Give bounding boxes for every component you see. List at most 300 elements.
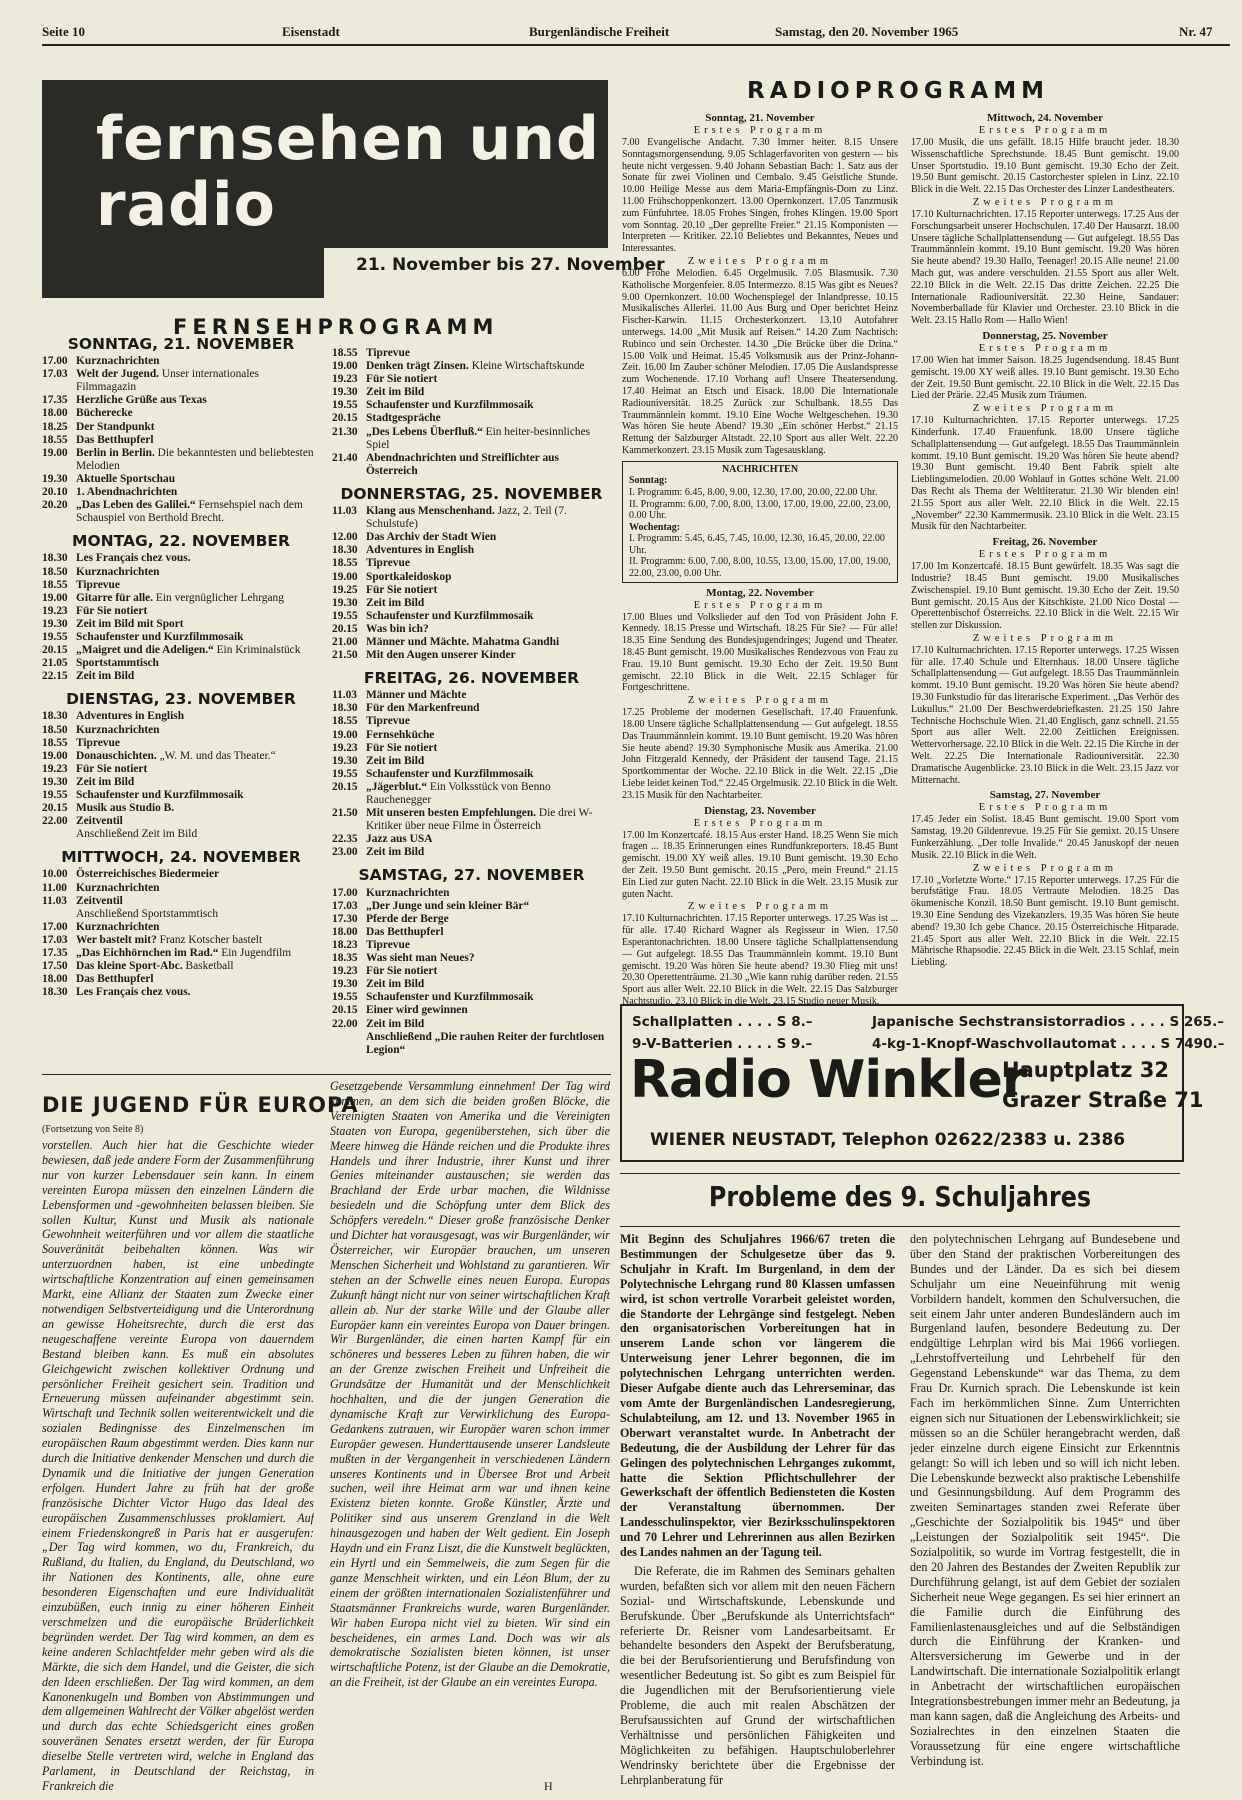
program-title [366,360,611,373]
hero-date-range: 21. November bis 27. November [356,255,665,275]
program-title [366,452,611,478]
program-time: 22.00 [42,815,68,828]
program-time: 21.50 [332,649,358,662]
ad-address-1: Hauptplatz 32 [1002,1058,1169,1082]
program-description: Die drei W-Kritiker über neue Filme in Österreich [366,807,593,833]
program-time: 17.00 [332,886,358,899]
news-times-line: I. Programm: 5.45, 6.45, 7.45, 10.00, 12.30, 16.45, 20.00, 22.00 Uhr. [629,533,885,556]
program-time: 17.03 [332,899,358,912]
program-title [366,1004,611,1017]
program-title-bold: Für Sie notiert [366,373,438,386]
program-time: 17.00 [42,920,68,933]
article-schule-lead: Mit Beginn des Schuljahres 1966/67 treten die Bestimmungen der Schulgesetze über das 9. Schuljahr in Kraft. Im Burgenland, in dem der Polytechnische Lehrgang rund 80 Klassen umfassen wird, ist schon vertrolle Vorarbeit geleistet worden, die Standorte der Lehrgänge sind festgelegt. Neben den organisatorischen Vorbereitungen hat in unserem Lande schon vor längerem die Unterweisung jener Lehrer begonnen, die im polytechnischen Lehrgang unterrichten werden. Dieser Aufgabe diente auch das Lehrerseminar, das vom Amte der Burgenländischen Landesregierung, Schulabteilung, am 12. und 13. November 1965 in Oberwart veranstaltet wurde. In Anbetracht der Bedeutung, die der Ausbildung der Lehrer für das Gelingen des polytechnischen Lehrganges zukommt, hatte die Sektion Pflichtschullehrer der Gewerkschaft der öffentlich Bediensteten die Kosten der Veranstaltung übernommen. Der Landesschulinspektor, vier Bezirksschulinspektoren und 70 Lehrer und Lehrerinnen aus allen Bezirken des Landes nahmen an der Tagung teil. [620,1232,895,1560]
tv-program-row [332,965,611,978]
program-title-bold: Denken trägt Zinsen. [366,360,469,373]
program-description: Ein Jugendfilm [218,947,292,960]
tv-program-row [42,921,320,934]
tv-program-row [42,631,320,644]
program-title [76,828,320,841]
program-description: Unser internationales Filmmagazin [76,368,259,394]
program-time [332,1031,366,1057]
program-title [366,373,611,386]
article-europa-col2: Gesetzgebende Versammlung einnehmen! Der Tag wird kommen, an dem sich die beiden großen Blöcke, die Vereinigten Staaten von Amerika und die Vereinigten Staaten von Europa, gegenüberstehen, sich über die Meere hinweg die Hände reichen und die Produkte ihres Handels und ihrer Industrie, ihrer Kunst und ihrer Genies miteinander austauschen; sie werden das Brachland der Erde urbar machen, die Wildnisse besiedeln und die Schöpfung unter dem Blick des Schöpfers veredeln.“ Dieser große französische Denker und Dichter hat vorausgesagt, was wir Burgenländer, wir Österreicher, wir Europäer brauchen, um unseren Menschen Sicherheit und Wohlstand zu garantieren. Wir stehen an der Schwelle eines neuen Europa. Europas Zukunft hängt nicht nur von seiner wirtschaftlichen Kraft allein ab. Nur der starke Wille und der Glaube aller Europäer kann ein vereintes Europa von Dauer bringen. Wir Burgenländer, die einen harten Kampf für ein schöneres und besseres Leben zu führen haben, die wir an der Grenze zwischen Freiheit und Unfreiheit die Grundsätze der Humanität und der Menschlichkeit hochhalten, und die der jungen Generation die dynamische Kraft zur Verwirklichung des Europa-Gedankens zutrauen, wir Europäer waren schon immer Europäer gewesen. Hunderttausende unserer Landsleute mußten in der Vergangenheit in verschiedenen Ländern unseres Kontinents und in Übersee Brot und Arbeit suchen, weil ihre Heimat arm war und ihnen keine Existenz bieten konnte. Große Künstler, Ärzte und Politiker sind aus unserem Grenzland in die Welt hinausgezogen und haben der Welt gedient. Ein Joseph Haydn und ein Franz Liszt, die die Kunstwelt beglückten, ein Hyrtl und ein Semmelweis, die zum Segen für die ganze Menschheit wirkten, und ein Léon Blum, der zu einem der größten internationalen Sozialistenführer und Staatsmänner Frankreichs wurde, waren Burgenländer. Wir haben Europa nicht viel zu bieten. Wir sind ein bescheidenes, ein armes Land. Doch was wir als demokratische Sozialisten bieten können, ist unser wirtschaftliche Potenz, ist der Glaube an die Demokratie, an die Freiheit, ist der Glaube an ein vereintes Europa. [330,1079,610,1690]
tv-program-row [332,807,611,833]
program-time: 17.03 [42,933,68,946]
program-title [76,407,320,420]
program-title-bold: „Jägerblut.“ [366,780,428,793]
program-description: Kleine Wirtschaftskunde [468,360,585,373]
ad-item-records: Schallplatten . . . . S 8.– [632,1014,813,1030]
tv-program-row [42,355,320,368]
program-title-bold: Sportkaleidoskop [366,570,452,583]
tv-program-row [332,729,611,742]
program-title [366,347,611,360]
news-times-line: II. Programm: 6.00, 7.00, 8.00, 13.00, 17.00, 19.00, 22.00, 23.00, 0.00 Uhr. [629,498,891,522]
tv-program-row [332,952,611,965]
program-title-bold: Kurznachrichten [366,886,450,899]
program-title-bold: Kurznachrichten [76,355,160,368]
program-title [76,644,320,657]
tv-program-row [332,399,611,412]
program-time: 18.00 [332,925,358,938]
program-time: 18.00 [42,407,68,420]
tv-program-row [332,544,611,557]
program-time [42,828,76,841]
tv-program-row [332,623,611,636]
program-title-bold: Kurznachrichten [76,881,160,894]
program-title-bold: Musik aus Studio B. [76,802,175,815]
program-title-bold: Tiprevue [366,557,410,570]
program-time: 11.03 [42,894,67,907]
program-time: 17.35 [42,947,68,960]
ad-brand: Radio Winkler [630,1050,1027,1110]
radio-program-text: 6.00 Frohe Melodien. 6.45 Orgelmusik. 7.05 Blasmusik. 7.30 Katholische Morgenfeier. 8.05 Intermezzo. 8.15 Was gibt es Neues? 9.00 Opernkonzert. 10.00 Wochenspiegel der Inlandpresse. 10.15 Musikalisches Allerlei. 11.00 Aus Burg und Oper berichtet Heinz Fischer-Karwin. 11.15 Orchesterkonzert. 13.10 Autofahrer unterwegs. 14.00 „Mit Musik auf Reisen.“ 14.20 Zum Nachtisch: Rubinco und sein Orchester. 14.30 „Die Brücke über die Drina.“ 15.00 Volk und Heimat. 15.45 Volksmusik aus der Prinz-Johann-Zeit. 16.00 Im Zauber schöner Melodien. 17.05 Die Auslandspresse zum Wochenende. 17.10 Vorhang auf! Unsere Theatersendung. 17.40 Heimat an Etsch und Eisack. 18.00 Die Internationale Radiouniversität. 18.25 Zurück zur Schulbank. 18.55 Das Traummännlein kommt. 19.10 Eine Woche Weltgeschehen. 19.30 Was hören Sie heute Abend? 19.30 „Ein schöner Herbst.“ 21.15 Rettung der Salzburger Altstadt. 22.10 Sport aus aller Welt. 22.20 Kammerkonzert. 23.15 Musik zum Tagesausklang. [622,267,898,456]
program-description: Ein Kriminalstück [213,644,301,657]
program-title-bold: Herzliche Grüße aus Texas [76,394,207,407]
program-time: 22.15 [42,670,68,683]
program-title-bold: Schaufenster und Kurzfilmmosaik [366,991,534,1004]
program-time: 19.00 [42,749,68,762]
tv-program-row [42,737,320,750]
program-title-bold: Berlin in Berlin. [76,446,155,459]
program-time: 18.55 [42,433,68,446]
program-title-bold: Zeit im Bild [366,386,425,399]
program-time: 21.40 [332,451,358,464]
radio-winkler-ad [620,1004,1225,1162]
program-description: Anschließend Zeit im Bild [76,828,198,841]
program-title [366,1018,611,1031]
program-time: 20.15 [42,802,68,815]
program-time: 19.30 [332,386,358,399]
program-title-bold: Sportstammtisch [76,657,159,670]
program-title [76,973,320,986]
tv-program-row [332,926,611,939]
tv-day-heading: DIENSTAG, 23. NOVEMBER [66,690,296,709]
program-description: Jazz, 2. Teil (7. Schulstufe) [366,505,567,531]
program-title [76,789,320,802]
article-schule-body-1: Die Referate, die im Rahmen des Seminars gehalten wurden, befaßten sich vor allem mit den neuen Fächern Sozial- und Wirtschaftskunde, Lebenskunde und Berufskunde. Über „Berufskunde als Unterrichtsfach“ referierte Dr. Reisner vom Landesarbeitsamt. Er behandelte besonders den Aspekt der Berufsberatung, die bei der Berufsorientierung und Berufsfindung von wesentlicher Bedeutung ist. So gibt es zum Beispiel für die Jugendlichen mit der Berufsorientierung viele Probleme, die auch mit realen Abschätzen der Berufsaussichten auf Grund der wirtschaftlichen Verhältnisse und persönlichen Fähigkeiten und Möglichkeiten zu befähigen. Hauptschuloberlehrer Wendrinsky berichtete über die Ergebnisse der Lehrplanberatung für [620,1563,895,1787]
tv-program-row [42,618,320,631]
section-divider [42,1074,611,1075]
program-title [76,670,320,683]
program-time: 19.30 [42,775,68,788]
program-title-bold: Adventures in English [76,710,185,723]
program-title-bold: Les Français chez vous. [76,986,191,999]
tv-program-row [332,755,611,768]
radio-program-label: Zweites Programm [972,196,1118,208]
program-title-bold: Für Sie notiert [76,762,148,775]
radio-program-label: Zweites Programm [687,901,833,913]
radio-column-1 [622,109,898,1008]
tv-program-title: FERNSEHPROGRAMM [173,315,499,339]
program-title [76,776,320,789]
program-description: Basketball [182,960,234,973]
tv-program-row [42,670,320,683]
program-title-bold: Zeit im Bild [366,846,425,859]
radio-program-text: 17.00 Wien hat immer Saison. 18.25 Jugendsendung. 18.45 Bunt gemischt. 19.00 XY weiß alles. 19.10 Bunt gemischt. 19.30 Echo der Zeit. 19.50 Bunt gemischt. 22.10 Blick in die Welt. 22.15 Das Lied der Prärie. 22.45 Musik zum Träumen. [911,354,1179,402]
program-title-bold: Was sieht man Neues? [366,952,475,965]
tv-program-row [332,531,611,544]
radio-program-text: 17.45 Jeder ein Solist. 18.45 Bunt gemischt. 19.00 Sport vom Samstag. 19.20 Gildenrevue. 19.25 Für Sie gemixt. 20.15 Unsere Funkerzählung. „Der tolle Invalide.“ 20.45 Januskopf der neuen Musik. 22.10 Blick in die Welt. [911,814,1179,861]
tv-program-row [42,394,320,407]
newspaper-name: Burgenländische Freiheit [529,24,670,39]
program-title [366,544,611,557]
program-title-bold: Zeitventil [76,815,123,828]
tv-program-row [332,768,611,781]
tv-program-row [332,1018,611,1031]
news-times-line: Sonntag: [629,475,668,487]
program-title-bold: Donauschichten. [76,749,157,762]
radio-program-text: 17.10 Kulturnachrichten. 17.15 Reporter unterwegs. 17.25 Aus der Forschungsarbeit unserer Hochschulen. 17.40 Der Hausarzt. 18.00 Unsere tägliche Schallplattensendung — Gut aufgelegt. 18.55 Das Traummännlein kommt. 19.10 Bunt gemischt. 19.20 Was hören Sie heute abend? 19.30 Hallo, Teenager! 20.15 Alle neune! 21.00 Mach gut, was andere verschulden. 21.55 Sport aus aller Welt. 22.10 Blick in die Welt. 22.15 Das dritte Zeichen. 22.25 Die Internationale Radiouniversität. 22.30 Heine, Sandauer: Novemberballade für Klavier und Orchester. 23.10 Blick in die Welt. 23.15 Hallo Rom — Hallo Wien! [911,208,1179,327]
program-title-bold: Kurznachrichten [76,565,160,578]
program-time: 19.55 [332,767,358,780]
program-title [366,807,611,833]
program-title [366,702,611,715]
tv-program-row [42,486,320,499]
program-title [366,689,611,702]
tv-day-heading: FREITAG, 26. NOVEMBER [363,669,580,688]
tv-program-row [332,913,611,926]
program-time: 19.55 [42,630,68,643]
tv-program-row [332,1031,611,1057]
program-description: Die bekanntesten und beliebtesten Melodien [76,446,314,472]
program-title-bold: Les Français chez vous. [76,552,191,565]
tv-program-row [42,868,320,881]
article-europa-col1: vorstellen. Auch hier hat die Geschichte wieder bewiesen, daß jede andere Form der Zusammenführung nur von kurzer Lebensdauer sein kann. In einem vereinten Europa müssen den einzelnen Ländern die Lebensformen und -gewohnheiten belassen bleiben. Sie sollen Kultur, Kunst und Musik als nationale Gewohnheit weiterführen und vor allem die staatliche Souveränität beibehalten können. Was wir unterzuordnen haben, ist eine unbedingte wirtschaftliche Konzentration auf einen gemeinsamen Markt, eine Allianz der Staaten zum Zwecke einer notwendigen Selbstverteidigung und die Unterordnung an gewisse Hoheitsrechte, durch die erst das neugeschaffene vereinte Europa von dauerndem Bestand bleiben kann. Es muß ein absolutes Gleichgewicht zwischen kollektiver Ordnung und persönlicher Freiheit gesichert sein. Tradition und Erneuerung müssen aufeinander abgestimmt sein. Wirtschaft und Technik sollen weiterentwickelt und die sozialen Bedingnisse des Einzelmenschen im europäischen Raum abgestimmt werden. Dies kann nur durch die Initiative denkender Menschen und durch die Dynamik und die Initiative der jungen Generation erfolgen. Hundert Jahre zu früh hat der große französische Dichter Victor Hugo das Ideal des europäischen Zusammenschlusses proklamiert. Auf einem Friedenskongreß in Paris hat er ausgerufen: „Der Tag wird kommen, wo du, Frankreich, du Rußland, du Italien, du England, du Deutschland, wo ihr Nationen des Kontinents, alle, ohne eure besonderen Eigenschaften und eure Individualität einzubüßen, euch innig zu einer höheren Einheit verschmelzen und die europäische Brüderlichkeit begründen werdet. Der Tag wird kommen, an dem es keine anderen Schlachtfelder mehr geben wird als die Märkte, die sich dem Handel, und die Geister, die sich den Ideen erschließen. Der Tag wird kommen, an dem Kanonenkugeln und Bomben von Abstimmungen und dem allgemeinen Wahlrecht der Völker abgelöst werden und durch das echte Schiedsgericht eines großen souveränen Senates ersetzt werden, der für Europa dieselbe Stelle vertreten wird, welche in England das Parlament, in Deutschland der Reichstag, in Frankreich die [42,1138,314,1793]
program-title [76,908,320,921]
program-title [76,934,320,947]
tv-day-heading: SAMSTAG, 27. NOVEMBER [358,866,585,885]
program-title [366,742,611,755]
program-title-bold: Kurznachrichten [76,920,160,933]
program-title [76,552,320,565]
program-time: 17.50 [42,960,68,973]
radio-program-label: Zweites Programm [972,632,1118,644]
program-time: 21.50 [332,807,358,820]
program-title [366,913,611,926]
program-title [76,802,320,815]
tv-program-row [332,846,611,859]
program-title [76,724,320,737]
radio-program-text: 17.00 Musik, die uns gefällt. 18.15 Hilfe braucht jeder. 18.30 Wissenschaftliche Sprechstunde. 18.45 Bunt gemischt. 19.00 Unser Sportstudio. 19.10 Bunt gemischt. 19.30 Echo der Zeit. 19.50 Bunt gemischt. 20.15 Castorchester spielen in Linz. 22.10 Blick in die Welt. 22.15 Das Orchester des Linzer Landestheaters. [911,137,1179,196]
program-title-bold: Schaufenster und Kurzfilmmosaik [76,630,244,643]
city: Eisenstadt [282,24,340,39]
radio-program-text: 17.00 Im Konzertcafé. 18.15 Bunt gewürfelt. 18.35 Was sagt die Industrie? 18.45 Bunt gemischt. 19.00 Musikalisches Zwischenspiel. 19.10 Bunt gemischt. 19.30 Echo der Zeit. 19.50 Bunt gemischt. 20.15 Aus der Kitschkiste. 21.00 Nico Dostal — Operettenbischof Österreichs. 22.10 Blick in die Welt. 22.15 Wir stellen zur Diskussion. [911,561,1179,632]
ad-contact: WIENER NEUSTADT, Telephon 02622/2383 u. 2386 [650,1130,1126,1150]
tv-program-row [332,636,611,649]
program-time: 19.00 [42,446,68,459]
program-title [366,636,611,649]
tv-program-row [332,833,611,846]
tv-day-heading: MITTWOCH, 24. NOVEMBER [61,848,301,867]
program-title [366,755,611,768]
radio-program-label: Erstes Programm [978,342,1112,354]
program-title-bold: Bücherecke [76,407,133,420]
program-time: 17.00 [42,355,68,368]
tv-program-row [332,900,611,913]
program-time: 21.30 [332,425,358,438]
program-time: 18.50 [42,565,68,578]
program-time: 20.15 [42,644,68,657]
program-description: Ein Volksstück von Benno Rauchenegger [366,780,551,806]
tv-program-row [332,597,611,610]
program-title-bold: Mit unseren besten Empfehlungen. [366,807,537,820]
program-title [76,815,320,828]
program-title [76,763,320,776]
program-title [76,434,320,447]
tv-program-row [332,887,611,900]
program-time: 18.30 [332,544,358,557]
program-title-bold: Gitarre für alle. [76,591,154,604]
tv-program-row [332,715,611,728]
header-rule [42,44,1230,46]
program-time: 19.55 [332,991,358,1004]
tv-program-row [332,1004,611,1017]
tv-program-row [332,571,611,584]
article-europa-title: DIE JUGEND FÜR EUROPA [42,1093,359,1117]
tv-program-row [42,815,320,828]
program-title [366,781,611,807]
program-title-bold: Mit den Augen unserer Kinder [366,649,516,662]
program-title [366,900,611,913]
tv-program-row [332,991,611,1004]
program-time: 19.23 [42,762,68,775]
program-title [76,631,320,644]
tv-program-row [332,781,611,807]
program-title-bold: Zeit im Bild [366,1017,425,1030]
program-title [76,657,320,670]
program-time: 19.30 [332,754,358,767]
program-time: 19.00 [42,591,68,604]
program-title [366,571,611,584]
radio-program-label: Zweites Programm [972,862,1118,874]
program-time: 18.23 [332,938,358,951]
program-title-bold: Für Sie notiert [366,741,438,754]
program-time: 20.15 [332,622,358,635]
news-box-title: NACHRICHTEN [721,463,799,475]
program-time: 18.55 [42,736,68,749]
radio-program-text: 17.10 Kulturnachrichten. 17.15 Reporter unterwegs. 17.25 Wissen für alle. 17.40 Schule und Elternhaus. 18.00 Unsere tägliche Schallplattensendung — Gut aufgelegt. 18.55 Das Traummännlein kommt. 19.10 Bunt gemischt. 19.20 Was hören Sie heute abend? 19.30 Funkstudio für das literarische Experiment. „Das Verhör des Lukullus.“ 21.00 Der Beschwerdebriefkasten. 21.25 150 Jahre Technische Hochschule Wien. 21.40 Englisch, ganz schnell. 21.55 Sport aus aller Welt. 22.00 Zeitlichen Ereignissen. Wettervorhersage. 22.10 Blick in die Welt. 22.15 Die Kirche in der Welt. 22.25 Die Internationale Radiouniversität. 22.30 Dramatische Augenblicke. 23.10 Blick in die Welt. 23.15 Jazz vor Mitternacht. [911,644,1179,786]
program-title-bold: Zeit im Bild [366,754,425,767]
program-time: 23.00 [332,846,358,859]
program-title-bold: Zeit im Bild [76,775,135,788]
tv-program-row [42,421,320,434]
tv-program-row [332,373,611,386]
tv-program-row [332,584,611,597]
program-title [76,737,320,750]
program-title [366,887,611,900]
tv-day-heading: MONTAG, 22. NOVEMBER [72,532,290,551]
article-europa-continued: (Fortsetzung von Seite 8) [42,1124,144,1135]
program-time: 19.23 [332,741,358,754]
program-time: 11.03 [332,505,357,518]
program-description: „W. M. und das Theater.“ [156,749,276,762]
program-title [76,986,320,999]
radio-program-text: 17.10 Kulturnachrichten. 17.15 Reporter unterwegs. 17.25 Kinderfunk. 17.40 Frauenfunk. 18.00 Unsere tägliche Schallplattensendung — Gut aufgelegt. 18.55 Das Traummännlein kommt. 19.10 Bunt gemischt. 19.20 Was hören Sie heute abend? 19.30 Bunt gemischt. 19.40 Bent Fabrik spielt alte Lieblingsmelodien. 20.00 Wohlauf in Gottes schöne Welt. 21.00 Das Recht als Thema der Weltliteratur. 21.30 Wir blenden ein! 21.55 Sport aus aller Welt. 22.10 Blick in die Welt. 22.15 „November“ 22.30 Kammermusik. 23.10 Blick in die Welt. 23.15 Musik für den Nachtarbeiter. [911,415,1179,533]
program-title-bold: Männer und Mächte. Mahatma Gandhi [366,635,560,648]
tv-program-row [42,592,320,605]
program-title-bold: Für Sie notiert [366,583,438,596]
radio-program-label: Erstes Programm [978,125,1112,136]
program-title-bold: Zeitventil [76,894,123,907]
program-time: 18.30 [42,710,68,723]
tv-program-row [332,505,611,531]
program-title-bold: Welt der Jugend. [76,368,160,381]
program-title-bold: Zeit im Bild [366,596,425,609]
program-title-bold: Abendnachrichten und Streiflichter aus Österreich [366,451,559,477]
program-title [76,710,320,723]
tv-program-row [332,347,611,360]
program-title [366,610,611,623]
program-time: 10.00 [42,868,68,881]
program-title-bold: Jazz aus USA [366,833,433,846]
program-title [76,882,320,895]
program-description: Franz Kotscher bastelt [156,933,263,946]
program-title [366,597,611,610]
tv-program-row [332,412,611,425]
tv-program-row [332,742,611,755]
radio-program-label: Erstes Programm [693,599,827,611]
program-title [366,978,611,991]
program-title-bold: Schaufenster und Kurzfilmmosaik [366,767,534,780]
program-time: 20.20 [42,499,68,512]
program-time: 12.00 [332,531,358,544]
program-title [366,399,611,412]
tv-program-row [42,895,320,908]
program-title [76,868,320,881]
program-title-bold: Tiprevue [366,347,410,359]
program-time: 18.55 [42,578,68,591]
tv-program-row [42,882,320,895]
tv-program-row [332,426,611,452]
radio-day-heading: Montag, 22. November [706,586,814,599]
program-time: 18.25 [42,420,68,433]
program-time: 19.23 [42,604,68,617]
page-header [42,22,1230,44]
program-title-bold: Schaufenster und Kurzfilmmosaik [366,609,534,622]
tv-program-row [42,434,320,447]
program-title [366,926,611,939]
tv-program-row [42,473,320,486]
tv-program-row [42,499,320,525]
issue-number: Nr. 47 [1179,24,1213,39]
program-time: 19.30 [332,596,358,609]
program-time: 19.23 [332,965,358,978]
program-time: 19.55 [332,609,358,622]
radio-day-heading: Donnerstag, 25. November [982,329,1108,342]
program-time: 11.00 [42,881,67,894]
program-title [366,939,611,952]
tv-program-row [332,939,611,952]
program-time: 19.00 [332,360,358,373]
tv-program-row [42,724,320,737]
program-time: 21.00 [332,635,358,648]
program-time: 18.30 [332,702,358,715]
program-title [76,486,320,499]
program-title [366,557,611,570]
ad-item-washer: 4-kg-1-Knopf-Waschvollautomat . . . . S 7490.– [872,1036,1225,1052]
article-rule-2 [620,1226,1180,1227]
program-time: 19.23 [332,373,358,386]
program-time: 18.00 [42,973,68,986]
program-time: 20.15 [332,780,358,793]
radio-program-label: Zweites Programm [972,403,1118,415]
tv-program-row [42,947,320,960]
tv-program-row [42,566,320,579]
tv-program-row [332,689,611,702]
program-title [366,833,611,846]
radio-column-2 [911,109,1179,969]
hero-title [96,106,616,238]
program-title [76,921,320,934]
tv-program-row [332,978,611,991]
program-title-bold: Zeit im Bild mit Sport [76,617,184,630]
program-title [76,947,320,960]
article-schule-title: Probleme des 9. Schuljahres [708,1180,1092,1213]
tv-program-row [42,579,320,592]
program-description: Ein vergnüglicher Lehrgang [153,591,284,604]
program-title-bold: Fernsehküche [366,728,435,741]
tv-program-row [42,828,320,841]
radio-program-label: Erstes Programm [693,125,827,136]
tv-program-row [42,605,320,618]
hero-title-line2: radio [96,170,276,240]
tv-program-row [42,368,320,394]
program-time: 18.30 [42,986,68,999]
program-title-bold: Aktuelle Sportschau [76,472,176,485]
program-title [76,750,320,763]
program-time: 17.30 [332,912,358,925]
program-description: Ein heiter-besinnliches Spiel [366,425,591,451]
program-time: 18.50 [42,723,68,736]
radio-program-label: Zweites Programm [687,695,833,707]
program-time: 18.55 [332,347,358,359]
tv-program-row [332,610,611,623]
program-title-bold: Das Betthupferl [76,433,154,446]
tv-program-row [332,649,611,662]
program-title [76,394,320,407]
program-description: Fernsehspiel nach dem Schauspiel von Berthold Brecht. [76,499,303,525]
program-title [76,618,320,631]
radio-program-title: RADIOPROGRAMM [747,78,1049,104]
program-title-bold: Stadtgespräche [366,412,441,425]
program-time: 19.30 [332,978,358,991]
program-title-bold: Wer bastelt mit? [76,933,157,946]
tv-program-row [42,447,320,473]
tv-program-row [42,960,320,973]
program-time: 19.55 [42,789,68,801]
radio-program-label: Zweites Programm [687,255,833,267]
